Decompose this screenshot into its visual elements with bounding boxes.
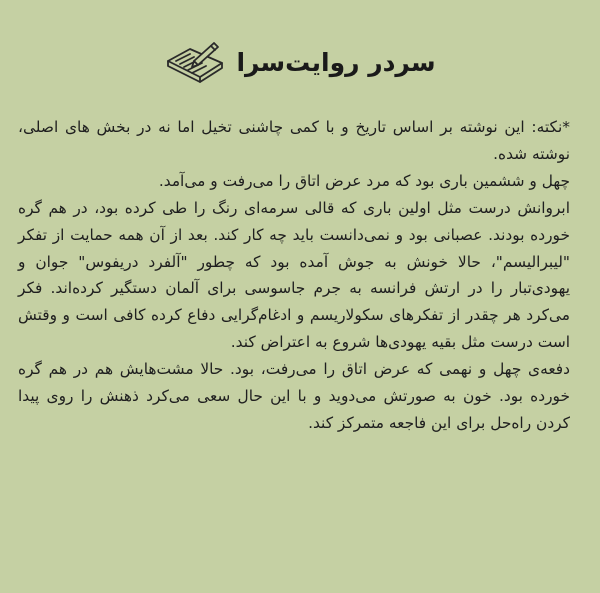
header xyxy=(0,34,600,90)
paragraph-1: چهل و ششمین باری بود که مرد عرض اتاق را می‌رفت و می‌آمد. xyxy=(158,171,570,190)
paragraph-2: ابروانش درست مثل اولین باری که قالی سرمه‌ای رنگ را طی کرده بود، در هم گره خورده بودند. عصبانی بود و نمی‌دانست باید چه کار کند. بعد از آن همه حمایت از تفکر "لیبرالیسم"، حالا خونش به جوش آمده بود که چطور "آلفرد دریفوس" جوان و یهودی‌تبار را در ارتش فرانسه به جرم جاسوسی برای آلمان دستگیر کرده‌اند. فکر می‌کرد هر چقدر از تفکرهای سکولاریسم و ادغام‌گرایی دفاع کرده کافی است و وقتش است درست مثل بقیه یهودی‌ها شروع به اعتراض کند. xyxy=(18,198,570,352)
paragraph-note: *نکته: این نوشته بر اساس تاریخ و با کمی چاشنی تخیل اما نه در بخش های اصلی، نوشته شده. xyxy=(18,118,570,163)
notebook-pen-icon xyxy=(164,37,226,87)
story-text xyxy=(18,114,570,437)
page-title: سردر روایت‌سرا xyxy=(236,47,436,77)
paragraph-3: دفعه‌ی چهل و نهمی که عرض اتاق را می‌رفت، بود. حالا مشت‌هایش هم در هم گره خورده بود. خون به صورتش می‌دوید و با این حال سعی می‌کرد ذهنش را روی پیدا کردن راه‌حل برای این فاجعه متمرکز کند. xyxy=(18,360,570,432)
